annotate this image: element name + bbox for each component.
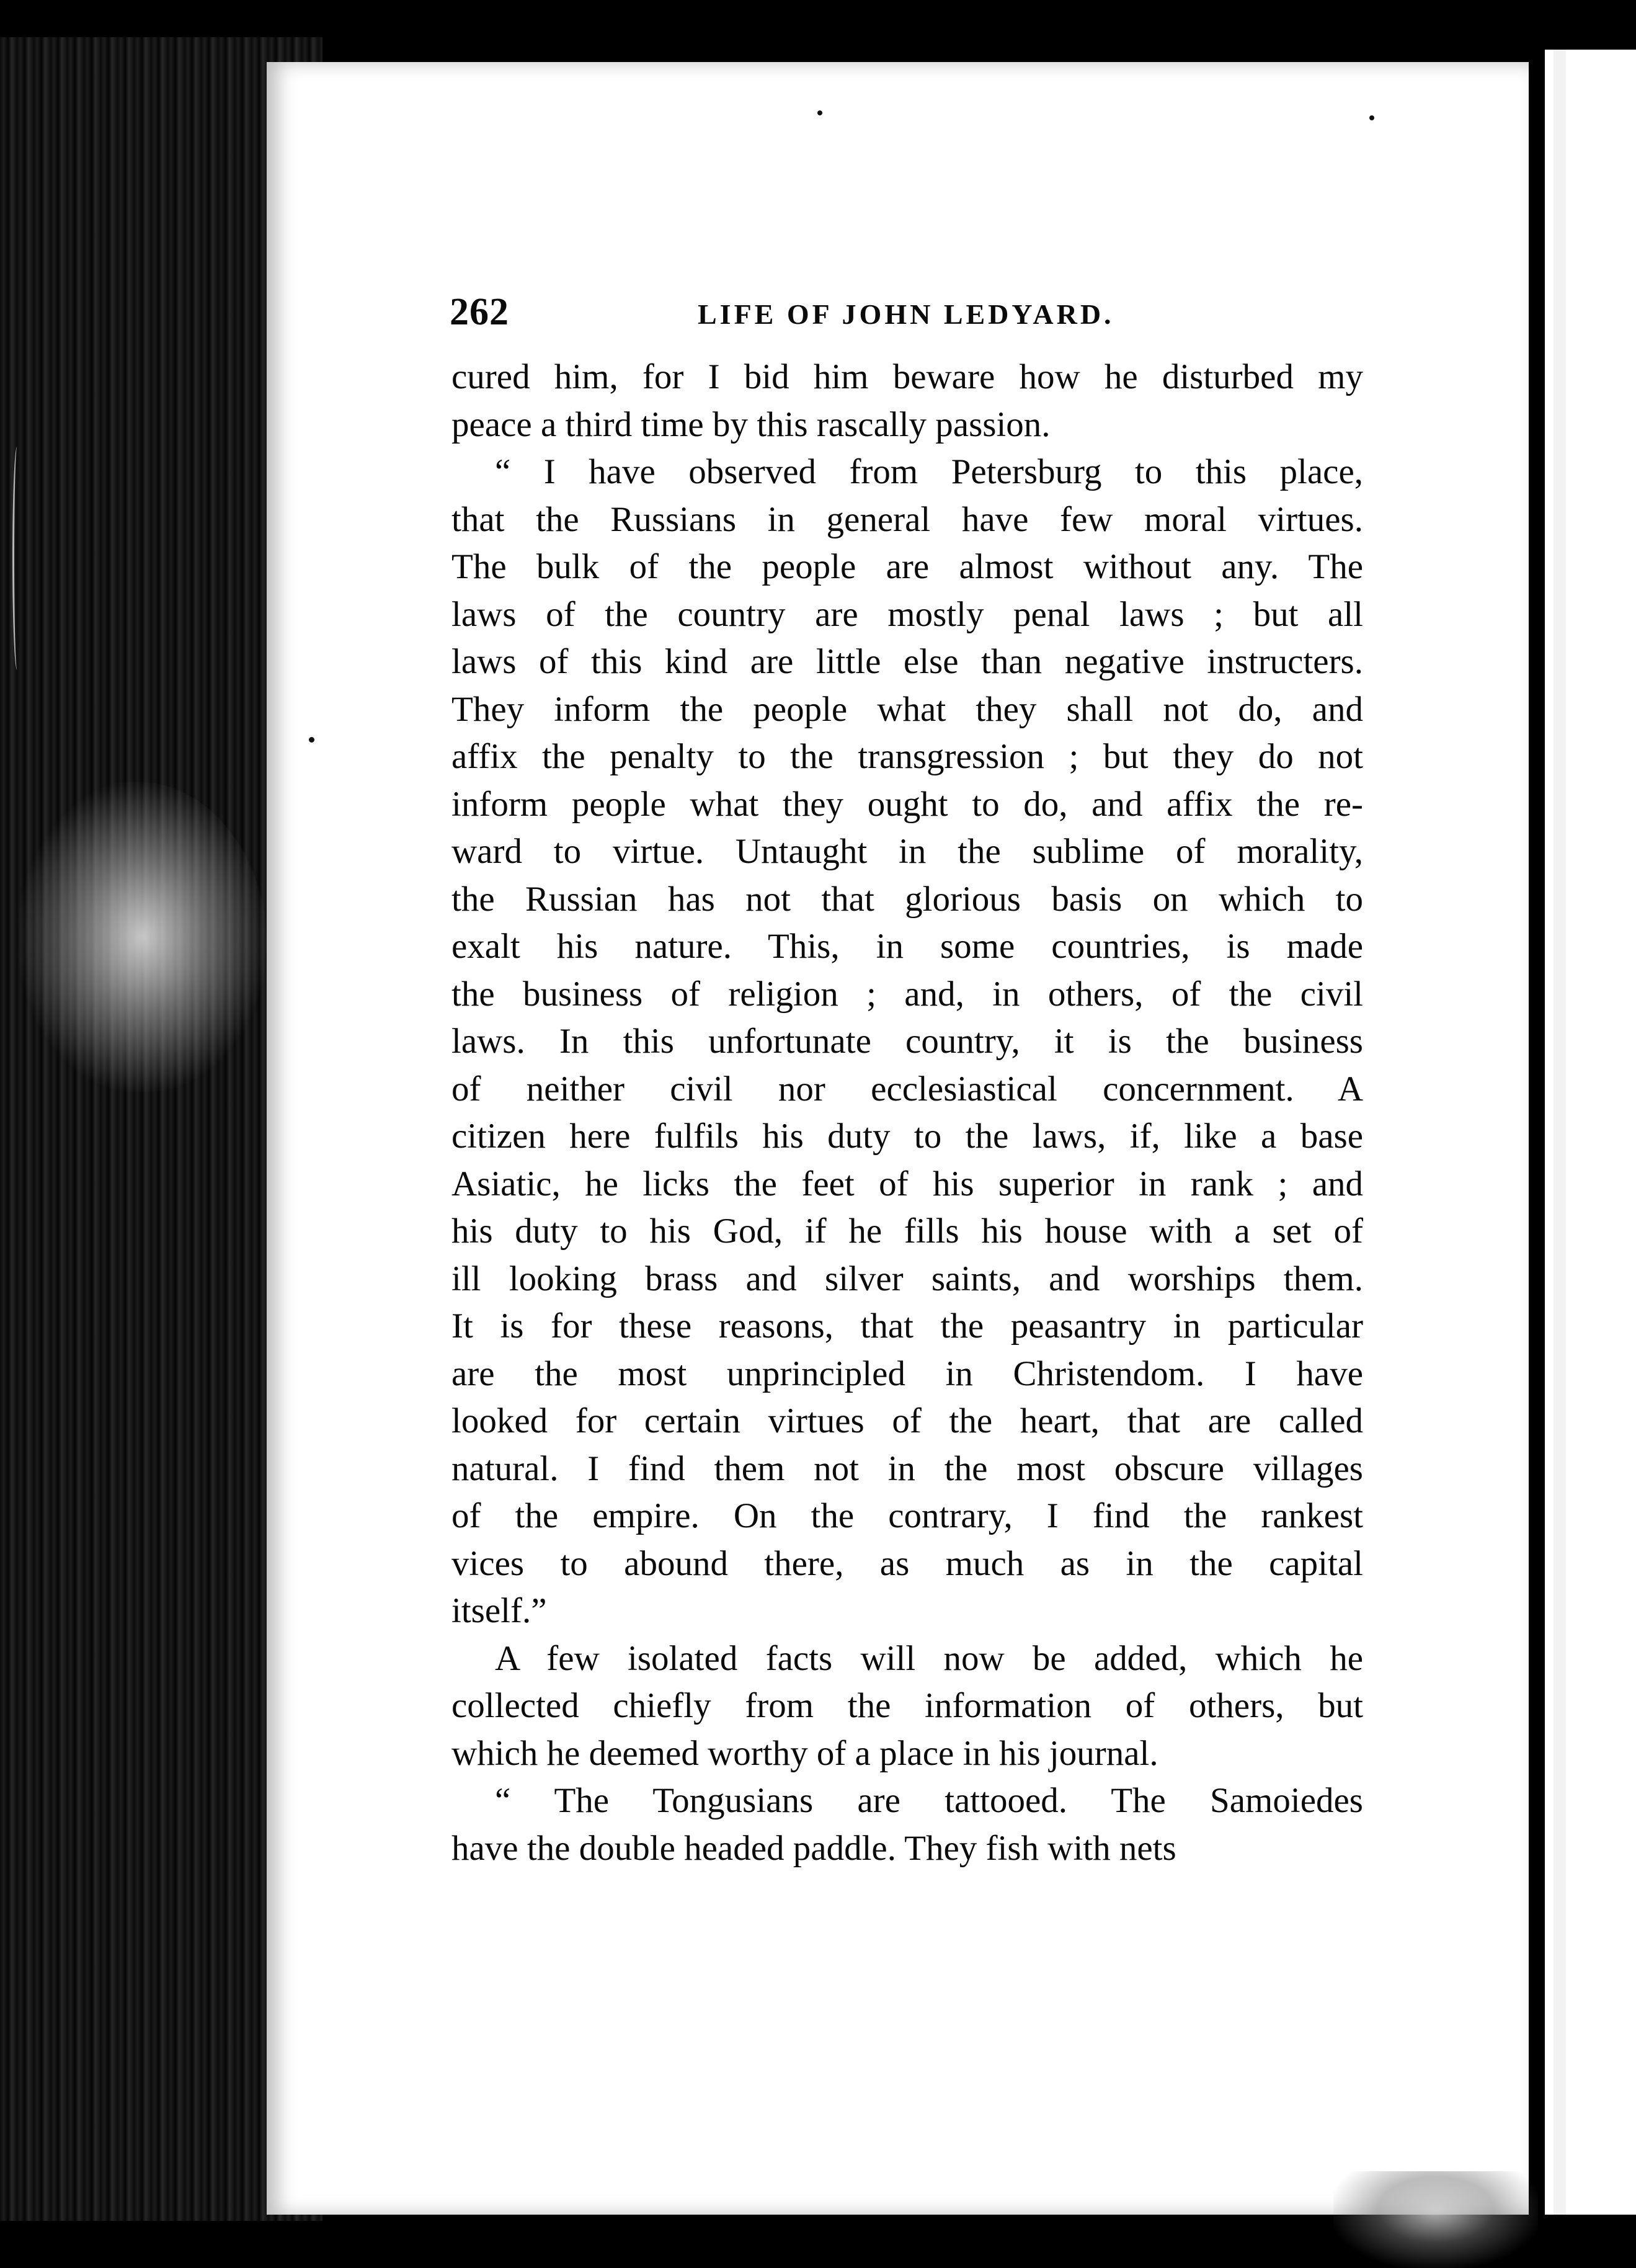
text-line: inform people what they ought to do, and affix the re- — [451, 784, 1363, 824]
text-line: affix the penalty to the transgression ; but they do not — [451, 737, 1363, 776]
text-line: which he deemed worthy of a place in his journal. — [451, 1733, 1158, 1773]
text-line: of the empire. On the contrary, I find the rankest — [451, 1496, 1363, 1535]
text-line: collected chiefly from the information of others, but — [451, 1686, 1363, 1725]
text-line: cured him, for I bid him beware how he disturbed my — [451, 357, 1363, 396]
ink-speck — [309, 737, 314, 743]
page-damage — [1333, 2171, 1538, 2268]
facing-page-edge — [1554, 50, 1566, 2215]
paragraph — [451, 1777, 1363, 1872]
text-line: “ I have observed from Petersburg to this place, — [495, 452, 1363, 491]
text-line: citizen here fulfils his duty to the laws, if, like a base — [451, 1117, 1363, 1156]
text-line: It is for these reasons, that the peasantry in particular — [451, 1306, 1363, 1346]
text-line: peace a third time by this rascally passion. — [451, 404, 1051, 444]
text-line: A few isolated facts will now be added, which he — [495, 1638, 1363, 1678]
text-line: laws of the country are mostly penal laws ; but all — [451, 594, 1363, 634]
ink-speck — [1369, 115, 1374, 120]
text-line: They inform the people what they shall not do, and — [451, 689, 1363, 729]
text-line: laws of this kind are little else than negative instructers. — [451, 642, 1363, 681]
text-line: vices to abound there, as much as in the capital — [451, 1543, 1363, 1583]
paragraph — [451, 449, 1363, 1635]
text-line: looked for certain virtues of the heart, that are called — [451, 1401, 1363, 1440]
text-line: “ The Tongusians are tattooed. The Samoiedes — [495, 1781, 1363, 1820]
ink-speck — [817, 110, 822, 115]
text-line: itself.” — [451, 1591, 547, 1630]
text-line: laws. In this unfortunate country, it is the business — [451, 1022, 1363, 1061]
text-line: have the double headed paddle. They fish with nets — [451, 1828, 1176, 1868]
text-line: natural. I find them not in the most obscure villages — [451, 1449, 1363, 1488]
text-line: the business of religion ; and, in others, of the civil — [451, 974, 1363, 1014]
text-line: exalt his nature. This, in some countries, is made — [451, 927, 1363, 966]
text-line: the Russian has not that glorious basis on which to — [451, 879, 1363, 919]
text-line: ill looking brass and silver saints, and worships them. — [451, 1259, 1363, 1298]
running-head — [450, 290, 1367, 340]
body-text — [451, 354, 1363, 1872]
spine-scratch — [12, 447, 22, 670]
text-line: The bulk of the people are almost without any. The — [451, 547, 1363, 586]
text-line: that the Russians in general have few moral virtues. — [451, 499, 1363, 539]
paragraph — [451, 1635, 1363, 1778]
text-line: his duty to his God, if he fills his house with a set of — [451, 1212, 1363, 1251]
page-gutter — [1529, 37, 1545, 2221]
text-line: Asiatic, he licks the feet of his superior in rank ; and — [451, 1164, 1363, 1203]
paragraph — [451, 354, 1363, 449]
running-title: LIFE OF JOHN LEDYARD. — [698, 298, 1114, 330]
text-line: ward to virtue. Untaught in the sublime of morality, — [451, 832, 1363, 871]
page-number: 262 — [450, 291, 509, 333]
text-line: of neither civil nor ecclesiastical concernment. A — [451, 1069, 1363, 1109]
text-line: are the most unprincipled in Christendom. I have — [451, 1354, 1363, 1393]
